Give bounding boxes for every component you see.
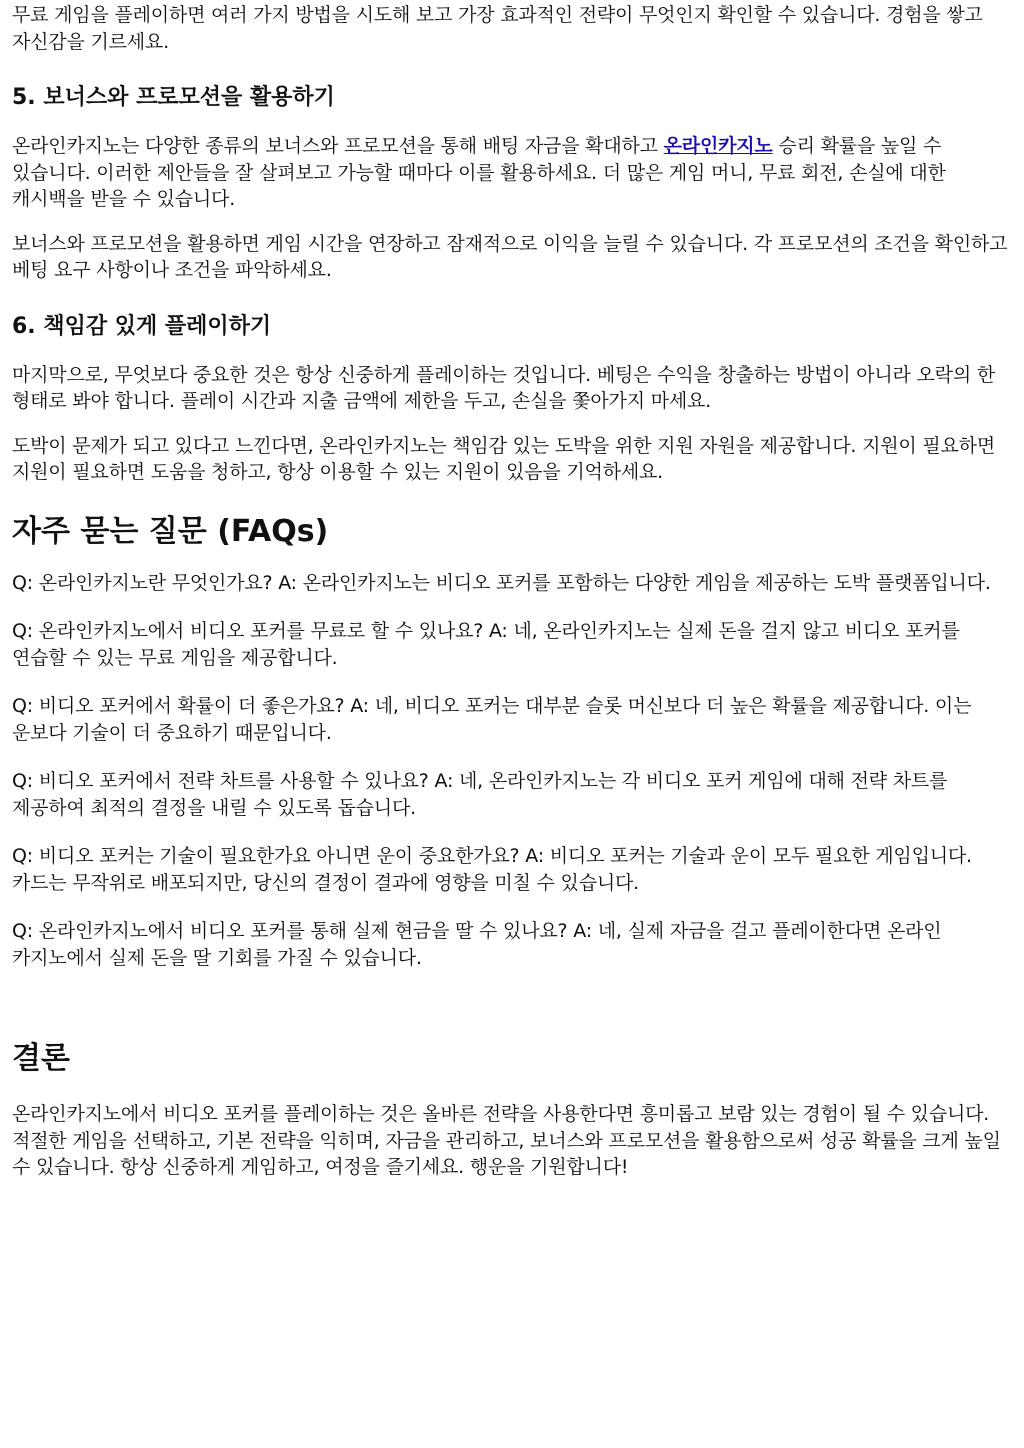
document-page	[12, 0, 1014, 1181]
faq-item: Q: 비디오 포커에서 확률이 더 좋은가요? A: 네, 비디오 포커는 대부분 슬롯 머신보다 더 높은 확률을 제공합니다. 이는 운보다 기술이 더 중요하기 때문입니다.	[12, 695, 972, 744]
section-6-heading: 6. 책임감 있게 플레이하기	[12, 313, 272, 339]
conclusion-paragraph: 온라인카지노에서 비디오 포커를 플레이하는 것은 올바른 전략을 사용한다면 흥미롭고 보람 있는 경험이 될 수 있습니다. 적절한 게임을 선택하고, 기본 전략을 익히며, 자금을 관리하고, 보너스와 프로모션을 활용함으로써 성공 확률을 크게 높일 수 있습니다. 항상 신중하게 게임하고, 여정을 즐기세요. 행운을 기원합니다!	[12, 1103, 1001, 1178]
faq-item: Q: 온라인카지노에서 비디오 포커를 무료로 할 수 있나요? A: 네, 온라인카지노는 실제 돈을 걸지 않고 비디오 포커를 연습할 수 있는 무료 게임을 제공합니다.	[12, 620, 960, 669]
section-6-paragraph-1: 마지막으로, 무엇보다 중요한 것은 항상 신중하게 플레이하는 것입니다. 베팅은 수익을 창출하는 방법이 아니라 오락의 한 형태로 봐야 합니다. 플레이 시간과 지출 금액에 제한을 두고, 손실을 쫓아가지 마세요.	[12, 363, 995, 412]
faq-item: Q: 비디오 포커에서 전략 차트를 사용할 수 있나요? A: 네, 온라인카지노는 각 비디오 포커 게임에 대해 전략 차트를 제공하여 최적의 결정을 내릴 수 있도록 돕습니다.	[12, 770, 948, 819]
intro-paragraph: 무료 게임을 플레이하면 여러 가지 방법을 시도해 보고 가장 효과적인 전략이 무엇인지 확인할 수 있습니다. 경험을 쌓고 자신감을 기르세요.	[12, 4, 983, 53]
faq-item: Q: 비디오 포커는 기술이 필요한가요 아니면 운이 중요한가요? A: 비디오 포커는 기술과 운이 모두 필요한 게임입니다. 카드는 무작위로 배포되지만, 당신의 결정이 결과에 영향을 미칠 수 있습니다.	[12, 845, 972, 894]
section-5-paragraph-1	[12, 133, 1014, 213]
section-5-paragraph-1-text-before: 온라인카지노는 다양한 종류의 보너스와 프로모션을 통해 배팅 자금을 확대하고	[12, 135, 664, 157]
faq-item: Q: 온라인카지노에서 비디오 포커를 통해 실제 현금을 딸 수 있나요? A: 네, 실제 자금을 걸고 플레이한다면 온라인 카지노에서 실제 돈을 딸 기회를 가질 수 있습니다.	[12, 920, 942, 969]
casino-keyword-link[interactable]: 온라인카지노	[663, 135, 773, 157]
section-5-paragraph-1-text-after: 승리 확률을 높일 수 있습니다. 이러한 제안들을 잘 살펴보고 가능할 때마다 이를 활용하세요. 더 많은 게임 머니, 무료 회전, 손실에 대한 캐시백을 받을 수 있습니다.	[12, 135, 946, 210]
conclusion-heading: 결론	[12, 1041, 70, 1076]
section-5-heading: 5. 보너스와 프로모션을 활용하기	[12, 85, 335, 110]
faq-item: Q: 온라인카지노란 무엇인가요? A: 온라인카지노는 비디오 포커를 포함하는 다양한 게임을 제공하는 도박 플랫폼입니다.	[12, 571, 991, 594]
faq-heading: 자주 묻는 질문 (FAQs)	[12, 513, 329, 549]
section-6-paragraph-2: 도박이 문제가 되고 있다고 느낀다면, 온라인카지노는 책임감 있는 도박을 위한 지원 자원을 제공합니다. 지원이 필요하면 지원이 필요하면 도움을 청하고, 항상 이용할 수 있는 지원이 있음을 기억하세요.	[12, 434, 995, 483]
section-5-paragraph-2: 보너스와 프로모션을 활용하면 게임 시간을 연장하고 잠재적으로 이익을 늘릴 수 있습니다. 각 프로모션의 조건을 확인하고 베팅 요구 사항이나 조건을 파악하세요.	[12, 232, 1008, 281]
